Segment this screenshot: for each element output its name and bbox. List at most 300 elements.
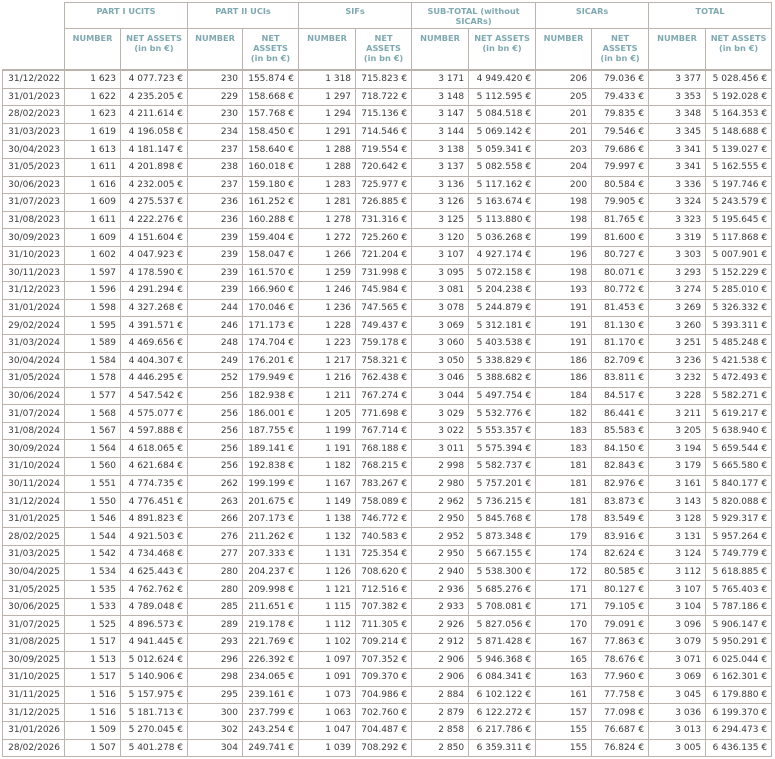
total-number-cell: 3 341 xyxy=(649,158,706,176)
subtotal-net-assets-cell: 5 736.215 € xyxy=(469,493,536,511)
subtotal-number-cell: 3 147 xyxy=(412,106,469,124)
sicars-number-cell: 178 xyxy=(536,510,592,528)
sifs-net-assets-cell: 714.546 € xyxy=(356,123,412,141)
total-number-cell: 3 319 xyxy=(649,229,706,247)
sifs-net-assets-cell: 771.698 € xyxy=(356,405,412,423)
sicars-number-cell: 191 xyxy=(536,317,592,335)
total-number-cell: 3 161 xyxy=(649,475,706,493)
sicars-net-assets-cell: 78.676 € xyxy=(592,651,649,669)
date-cell: 31/07/2024 xyxy=(3,405,65,423)
sifs-number-cell: 1 126 xyxy=(299,563,356,581)
ucits-net-assets-cell: 4 047.923 € xyxy=(121,246,188,264)
subtotal-number-cell: 3 107 xyxy=(412,246,469,264)
sicars-net-assets-cell: 83.873 € xyxy=(592,493,649,511)
sicars-number-cell: 193 xyxy=(536,282,592,300)
sifs-net-assets-cell: 720.642 € xyxy=(356,158,412,176)
sifs-net-assets-cell: 712.516 € xyxy=(356,581,412,599)
part-ii-number-cell: 266 xyxy=(188,510,243,528)
subtotal-number-cell: 2 906 xyxy=(412,669,469,687)
sicars-number-cell: 174 xyxy=(536,546,592,564)
part-ii-number-cell: 237 xyxy=(188,141,243,159)
number-header-part-ii-ucis: NUMBER xyxy=(188,29,243,71)
part-ii-net-assets-cell: 207.173 € xyxy=(243,510,299,528)
date-cell: 31/12/2025 xyxy=(3,704,65,722)
subtotal-net-assets-cell: 4 949.420 € xyxy=(469,70,536,88)
part-ii-net-assets-cell: 221.769 € xyxy=(243,634,299,652)
ucits-number-cell: 1 589 xyxy=(65,334,121,352)
part-ii-number-cell: 277 xyxy=(188,546,243,564)
total-number-cell: 3 112 xyxy=(649,563,706,581)
sifs-net-assets-cell: 708.292 € xyxy=(356,739,412,757)
part-ii-number-cell: 236 xyxy=(188,194,243,212)
subtotal-number-cell: 2 940 xyxy=(412,563,469,581)
date-cell: 30/09/2025 xyxy=(3,651,65,669)
total-number-cell: 3 345 xyxy=(649,123,706,141)
sicars-net-assets-cell: 79.433 € xyxy=(592,88,649,106)
sifs-number-cell: 1 288 xyxy=(299,141,356,159)
part-ii-number-cell: 296 xyxy=(188,651,243,669)
subtotal-net-assets-cell: 6 217.786 € xyxy=(469,721,536,739)
sifs-net-assets-cell: 721.204 € xyxy=(356,246,412,264)
sicars-net-assets-cell: 76.687 € xyxy=(592,721,649,739)
sifs-net-assets-cell: 768.215 € xyxy=(356,458,412,476)
sifs-number-cell: 1 132 xyxy=(299,528,356,546)
sifs-net-assets-cell: 762.438 € xyxy=(356,370,412,388)
subtotal-net-assets-cell: 6 102.122 € xyxy=(469,686,536,704)
sifs-net-assets-cell: 749.437 € xyxy=(356,317,412,335)
sifs-number-cell: 1 167 xyxy=(299,475,356,493)
subtotal-number-cell: 2 906 xyxy=(412,651,469,669)
total-net-assets-cell: 5 152.229 € xyxy=(706,264,772,282)
total-number-cell: 3 131 xyxy=(649,528,706,546)
part-ii-number-cell: 229 xyxy=(188,88,243,106)
total-net-assets-cell: 5 749.779 € xyxy=(706,546,772,564)
part-ii-net-assets-cell: 201.675 € xyxy=(243,493,299,511)
group-header-part-i-ucits: PART I UCITS xyxy=(65,3,188,29)
part-ii-number-cell: 239 xyxy=(188,282,243,300)
date-cell: 31/12/2023 xyxy=(3,282,65,300)
sicars-number-cell: 191 xyxy=(536,299,592,317)
sifs-number-cell: 1 102 xyxy=(299,634,356,652)
sicars-number-cell: 155 xyxy=(536,739,592,757)
sicars-number-cell: 183 xyxy=(536,440,592,458)
total-net-assets-cell: 5 162.555 € xyxy=(706,158,772,176)
ucits-net-assets-cell: 4 896.573 € xyxy=(121,616,188,634)
sicars-number-cell: 198 xyxy=(536,264,592,282)
ucits-number-cell: 1 622 xyxy=(65,88,121,106)
part-ii-number-cell: 239 xyxy=(188,229,243,247)
number-header-sifs: NUMBER xyxy=(299,29,356,71)
sifs-net-assets-cell: 707.382 € xyxy=(356,598,412,616)
sicars-net-assets-cell: 83.549 € xyxy=(592,510,649,528)
subtotal-number-cell: 2 884 xyxy=(412,686,469,704)
table-row xyxy=(3,123,772,141)
total-number-cell: 3 293 xyxy=(649,264,706,282)
date-cell: 31/10/2025 xyxy=(3,669,65,687)
ucits-net-assets-cell: 4 469.656 € xyxy=(121,334,188,352)
subtotal-net-assets-cell: 5 582.737 € xyxy=(469,458,536,476)
sifs-net-assets-cell: 715.823 € xyxy=(356,70,412,88)
total-net-assets-cell: 6 162.301 € xyxy=(706,669,772,687)
ucits-net-assets-cell: 4 232.005 € xyxy=(121,176,188,194)
date-cell: 30/06/2025 xyxy=(3,598,65,616)
ucits-net-assets-cell: 5 270.045 € xyxy=(121,721,188,739)
part-ii-number-cell: 237 xyxy=(188,176,243,194)
sifs-net-assets-cell: 726.885 € xyxy=(356,194,412,212)
subtotal-number-cell: 2 950 xyxy=(412,546,469,564)
subtotal-net-assets-cell: 5 112.595 € xyxy=(469,88,536,106)
ucits-number-cell: 1 584 xyxy=(65,352,121,370)
number-header-sicars: NUMBER xyxy=(536,29,592,71)
sifs-number-cell: 1 191 xyxy=(299,440,356,458)
table-row xyxy=(3,493,772,511)
part-ii-net-assets-cell: 161.570 € xyxy=(243,264,299,282)
total-net-assets-cell: 5 765.403 € xyxy=(706,581,772,599)
ucits-number-cell: 1 578 xyxy=(65,370,121,388)
total-net-assets-cell: 5 840.177 € xyxy=(706,475,772,493)
part-ii-net-assets-cell: 171.173 € xyxy=(243,317,299,335)
subtotal-number-cell: 3 120 xyxy=(412,229,469,247)
subtotal-net-assets-cell: 5 036.268 € xyxy=(469,229,536,247)
ucits-net-assets-cell: 4 575.077 € xyxy=(121,405,188,423)
table-row xyxy=(3,88,772,106)
group-header-sifs: SIFs xyxy=(299,3,412,29)
group-header-sicars: SICARs xyxy=(536,3,649,29)
subtotal-number-cell: 3 078 xyxy=(412,299,469,317)
part-ii-number-cell: 248 xyxy=(188,334,243,352)
part-ii-net-assets-cell: 209.998 € xyxy=(243,581,299,599)
sicars-number-cell: 170 xyxy=(536,616,592,634)
sifs-number-cell: 1 131 xyxy=(299,546,356,564)
table-row xyxy=(3,704,772,722)
ucits-number-cell: 1 596 xyxy=(65,282,121,300)
table-row xyxy=(3,264,772,282)
sifs-net-assets-cell: 759.178 € xyxy=(356,334,412,352)
part-ii-net-assets-cell: 157.768 € xyxy=(243,106,299,124)
subtotal-number-cell: 3 011 xyxy=(412,440,469,458)
total-number-cell: 3 194 xyxy=(649,440,706,458)
total-number-cell: 3 228 xyxy=(649,387,706,405)
table-row xyxy=(3,563,772,581)
date-cell: 30/04/2024 xyxy=(3,352,65,370)
sifs-net-assets-cell: 707.352 € xyxy=(356,651,412,669)
sifs-net-assets-cell: 747.565 € xyxy=(356,299,412,317)
part-ii-number-cell: 252 xyxy=(188,370,243,388)
subtotal-net-assets-cell: 5 946.368 € xyxy=(469,651,536,669)
total-net-assets-cell: 6 199.370 € xyxy=(706,704,772,722)
total-net-assets-cell: 5 164.353 € xyxy=(706,106,772,124)
subtotal-number-cell: 2 962 xyxy=(412,493,469,511)
date-cell: 28/02/2026 xyxy=(3,739,65,757)
table-row xyxy=(3,458,772,476)
part-ii-net-assets-cell: 159.180 € xyxy=(243,176,299,194)
subtotal-net-assets-cell: 5 163.674 € xyxy=(469,194,536,212)
group-header-sub-total: SUB-TOTAL (without SICARs) xyxy=(412,3,536,29)
ucits-number-cell: 1 598 xyxy=(65,299,121,317)
total-number-cell: 3 124 xyxy=(649,546,706,564)
ucits-net-assets-cell: 4 921.503 € xyxy=(121,528,188,546)
sicars-number-cell: 201 xyxy=(536,123,592,141)
ucits-number-cell: 1 513 xyxy=(65,651,121,669)
date-cell: 31/03/2025 xyxy=(3,546,65,564)
sifs-net-assets-cell: 725.977 € xyxy=(356,176,412,194)
table-row xyxy=(3,651,772,669)
part-ii-net-assets-cell: 182.938 € xyxy=(243,387,299,405)
total-net-assets-cell: 5 472.493 € xyxy=(706,370,772,388)
sifs-number-cell: 1 294 xyxy=(299,106,356,124)
sicars-net-assets-cell: 81.453 € xyxy=(592,299,649,317)
table-body xyxy=(3,70,772,757)
total-number-cell: 3 036 xyxy=(649,704,706,722)
date-cell: 30/06/2023 xyxy=(3,176,65,194)
subtotal-number-cell: 3 137 xyxy=(412,158,469,176)
part-ii-number-cell: 300 xyxy=(188,704,243,722)
date-cell: 31/01/2024 xyxy=(3,299,65,317)
subtotal-number-cell: 3 138 xyxy=(412,141,469,159)
total-net-assets-cell: 5 638.940 € xyxy=(706,422,772,440)
ucits-net-assets-cell: 4 625.443 € xyxy=(121,563,188,581)
part-ii-number-cell: 263 xyxy=(188,493,243,511)
part-ii-net-assets-cell: 207.333 € xyxy=(243,546,299,564)
total-number-cell: 3 104 xyxy=(649,598,706,616)
part-ii-number-cell: 246 xyxy=(188,317,243,335)
part-ii-net-assets-cell: 249.741 € xyxy=(243,739,299,757)
subtotal-number-cell: 2 952 xyxy=(412,528,469,546)
ucits-net-assets-cell: 4 547.542 € xyxy=(121,387,188,405)
subtotal-number-cell: 3 148 xyxy=(412,88,469,106)
date-cell: 31/05/2024 xyxy=(3,370,65,388)
sicars-number-cell: 181 xyxy=(536,493,592,511)
date-cell: 30/11/2024 xyxy=(3,475,65,493)
sicars-net-assets-cell: 80.727 € xyxy=(592,246,649,264)
part-ii-net-assets-cell: 155.874 € xyxy=(243,70,299,88)
sifs-net-assets-cell: 758.089 € xyxy=(356,493,412,511)
net-assets-header-sub-total: NET ASSETS (in bn €) xyxy=(469,29,536,71)
sicars-number-cell: 201 xyxy=(536,106,592,124)
sicars-number-cell: 205 xyxy=(536,88,592,106)
sicars-number-cell: 203 xyxy=(536,141,592,159)
date-header-blank xyxy=(3,3,65,29)
subtotal-net-assets-cell: 5 667.155 € xyxy=(469,546,536,564)
subtotal-net-assets-cell: 5 113.880 € xyxy=(469,211,536,229)
part-ii-net-assets-cell: 186.001 € xyxy=(243,405,299,423)
sicars-net-assets-cell: 81.600 € xyxy=(592,229,649,247)
sifs-net-assets-cell: 708.620 € xyxy=(356,563,412,581)
part-ii-net-assets-cell: 170.046 € xyxy=(243,299,299,317)
total-net-assets-cell: 5 139.027 € xyxy=(706,141,772,159)
sicars-net-assets-cell: 81.765 € xyxy=(592,211,649,229)
table-row xyxy=(3,317,772,335)
ucits-net-assets-cell: 5 012.624 € xyxy=(121,651,188,669)
sifs-number-cell: 1 115 xyxy=(299,598,356,616)
part-ii-net-assets-cell: 179.949 € xyxy=(243,370,299,388)
total-net-assets-cell: 5 619.217 € xyxy=(706,405,772,423)
sifs-net-assets-cell: 745.984 € xyxy=(356,282,412,300)
table-row xyxy=(3,211,772,229)
subtotal-number-cell: 2 936 xyxy=(412,581,469,599)
date-cell: 31/10/2024 xyxy=(3,458,65,476)
date-cell: 30/09/2024 xyxy=(3,440,65,458)
sifs-number-cell: 1 182 xyxy=(299,458,356,476)
part-ii-number-cell: 244 xyxy=(188,299,243,317)
subtotal-number-cell: 2 879 xyxy=(412,704,469,722)
sicars-net-assets-cell: 79.546 € xyxy=(592,123,649,141)
table-row xyxy=(3,634,772,652)
total-net-assets-cell: 5 659.544 € xyxy=(706,440,772,458)
part-ii-net-assets-cell: 192.838 € xyxy=(243,458,299,476)
total-number-cell: 3 096 xyxy=(649,616,706,634)
total-net-assets-cell: 5 929.317 € xyxy=(706,510,772,528)
subtotal-net-assets-cell: 4 927.174 € xyxy=(469,246,536,264)
subtotal-net-assets-cell: 5 084.518 € xyxy=(469,106,536,124)
sicars-number-cell: 179 xyxy=(536,528,592,546)
part-ii-number-cell: 256 xyxy=(188,405,243,423)
ucits-number-cell: 1 525 xyxy=(65,616,121,634)
table-row xyxy=(3,405,772,423)
sifs-net-assets-cell: 767.714 € xyxy=(356,422,412,440)
date-cell: 31/01/2026 xyxy=(3,721,65,739)
total-number-cell: 3 205 xyxy=(649,422,706,440)
ucits-net-assets-cell: 4 275.537 € xyxy=(121,194,188,212)
table-row xyxy=(3,194,772,212)
ucits-number-cell: 1 546 xyxy=(65,510,121,528)
subtotal-number-cell: 2 912 xyxy=(412,634,469,652)
sifs-net-assets-cell: 704.487 € xyxy=(356,721,412,739)
sicars-number-cell: 198 xyxy=(536,211,592,229)
total-number-cell: 3 236 xyxy=(649,352,706,370)
total-net-assets-cell: 5 197.746 € xyxy=(706,176,772,194)
total-number-cell: 3 274 xyxy=(649,282,706,300)
part-ii-net-assets-cell: 189.141 € xyxy=(243,440,299,458)
total-net-assets-cell: 6 436.135 € xyxy=(706,739,772,757)
sicars-number-cell: 167 xyxy=(536,634,592,652)
part-ii-number-cell: 256 xyxy=(188,440,243,458)
sifs-number-cell: 1 199 xyxy=(299,422,356,440)
part-ii-number-cell: 289 xyxy=(188,616,243,634)
sicars-number-cell: 191 xyxy=(536,334,592,352)
subtotal-net-assets-cell: 6 359.311 € xyxy=(469,739,536,757)
date-cell: 30/06/2024 xyxy=(3,387,65,405)
subtotal-net-assets-cell: 5 388.682 € xyxy=(469,370,536,388)
sicars-number-cell: 196 xyxy=(536,246,592,264)
sifs-number-cell: 1 246 xyxy=(299,282,356,300)
sifs-net-assets-cell: 725.260 € xyxy=(356,229,412,247)
table-row xyxy=(3,282,772,300)
ucits-net-assets-cell: 5 181.713 € xyxy=(121,704,188,722)
part-ii-net-assets-cell: 161.252 € xyxy=(243,194,299,212)
sicars-number-cell: 171 xyxy=(536,598,592,616)
part-ii-number-cell: 280 xyxy=(188,581,243,599)
ucits-net-assets-cell: 5 140.906 € xyxy=(121,669,188,687)
ucits-number-cell: 1 568 xyxy=(65,405,121,423)
sicars-net-assets-cell: 83.811 € xyxy=(592,370,649,388)
total-number-cell: 3 377 xyxy=(649,70,706,88)
total-number-cell: 3 348 xyxy=(649,106,706,124)
total-number-cell: 3 128 xyxy=(649,510,706,528)
part-ii-net-assets-cell: 239.161 € xyxy=(243,686,299,704)
part-ii-net-assets-cell: 174.704 € xyxy=(243,334,299,352)
subtotal-net-assets-cell: 5 871.428 € xyxy=(469,634,536,652)
subtotal-number-cell: 2 850 xyxy=(412,739,469,757)
sicars-number-cell: 155 xyxy=(536,721,592,739)
number-header-part-i-ucits: NUMBER xyxy=(65,29,121,71)
total-number-cell: 3 353 xyxy=(649,88,706,106)
sifs-net-assets-cell: 715.136 € xyxy=(356,106,412,124)
column-header-row xyxy=(3,29,772,71)
sicars-net-assets-cell: 80.584 € xyxy=(592,176,649,194)
sifs-number-cell: 1 047 xyxy=(299,721,356,739)
part-ii-number-cell: 249 xyxy=(188,352,243,370)
part-ii-net-assets-cell: 199.199 € xyxy=(243,475,299,493)
part-ii-net-assets-cell: 219.178 € xyxy=(243,616,299,634)
total-number-cell: 3 013 xyxy=(649,721,706,739)
total-number-cell: 3 303 xyxy=(649,246,706,264)
total-number-cell: 3 005 xyxy=(649,739,706,757)
part-ii-number-cell: 230 xyxy=(188,70,243,88)
sicars-number-cell: 198 xyxy=(536,194,592,212)
subtotal-net-assets-cell: 5 827.056 € xyxy=(469,616,536,634)
sicars-net-assets-cell: 86.441 € xyxy=(592,405,649,423)
sifs-number-cell: 1 281 xyxy=(299,194,356,212)
sifs-number-cell: 1 138 xyxy=(299,510,356,528)
sifs-net-assets-cell: 731.998 € xyxy=(356,264,412,282)
subtotal-number-cell: 3 060 xyxy=(412,334,469,352)
table-row xyxy=(3,669,772,687)
sifs-net-assets-cell: 702.760 € xyxy=(356,704,412,722)
part-ii-number-cell: 256 xyxy=(188,387,243,405)
total-net-assets-cell: 5 950.291 € xyxy=(706,634,772,652)
date-cell: 30/09/2023 xyxy=(3,229,65,247)
subtotal-number-cell: 2 980 xyxy=(412,475,469,493)
sifs-number-cell: 1 236 xyxy=(299,299,356,317)
part-ii-number-cell: 276 xyxy=(188,528,243,546)
table-row xyxy=(3,229,772,247)
ucits-number-cell: 1 619 xyxy=(65,123,121,141)
sicars-number-cell: 181 xyxy=(536,475,592,493)
total-net-assets-cell: 6 025.044 € xyxy=(706,651,772,669)
sicars-net-assets-cell: 82.843 € xyxy=(592,458,649,476)
subtotal-net-assets-cell: 5 553.357 € xyxy=(469,422,536,440)
subtotal-net-assets-cell: 5 059.341 € xyxy=(469,141,536,159)
sicars-number-cell: 181 xyxy=(536,458,592,476)
sicars-number-cell: 182 xyxy=(536,405,592,423)
ucits-net-assets-cell: 4 891.823 € xyxy=(121,510,188,528)
sicars-net-assets-cell: 81.130 € xyxy=(592,317,649,335)
sifs-net-assets-cell: 709.214 € xyxy=(356,634,412,652)
sifs-net-assets-cell: 711.305 € xyxy=(356,616,412,634)
subtotal-net-assets-cell: 5 117.162 € xyxy=(469,176,536,194)
part-ii-number-cell: 230 xyxy=(188,106,243,124)
table-row xyxy=(3,440,772,458)
part-ii-number-cell: 256 xyxy=(188,422,243,440)
date-cell: 30/04/2023 xyxy=(3,141,65,159)
ucits-net-assets-cell: 4 077.723 € xyxy=(121,70,188,88)
ucits-net-assets-cell: 4 181.147 € xyxy=(121,141,188,159)
ucits-net-assets-cell: 5 401.278 € xyxy=(121,739,188,757)
part-ii-number-cell: 236 xyxy=(188,211,243,229)
part-ii-net-assets-cell: 237.799 € xyxy=(243,704,299,722)
part-ii-number-cell: 234 xyxy=(188,123,243,141)
sifs-number-cell: 1 149 xyxy=(299,493,356,511)
subtotal-number-cell: 3 095 xyxy=(412,264,469,282)
ucits-net-assets-cell: 4 178.590 € xyxy=(121,264,188,282)
sicars-net-assets-cell: 82.624 € xyxy=(592,546,649,564)
sifs-number-cell: 1 283 xyxy=(299,176,356,194)
ucits-number-cell: 1 595 xyxy=(65,317,121,335)
total-number-cell: 3 251 xyxy=(649,334,706,352)
sicars-number-cell: 161 xyxy=(536,686,592,704)
date-header-blank xyxy=(3,29,65,71)
